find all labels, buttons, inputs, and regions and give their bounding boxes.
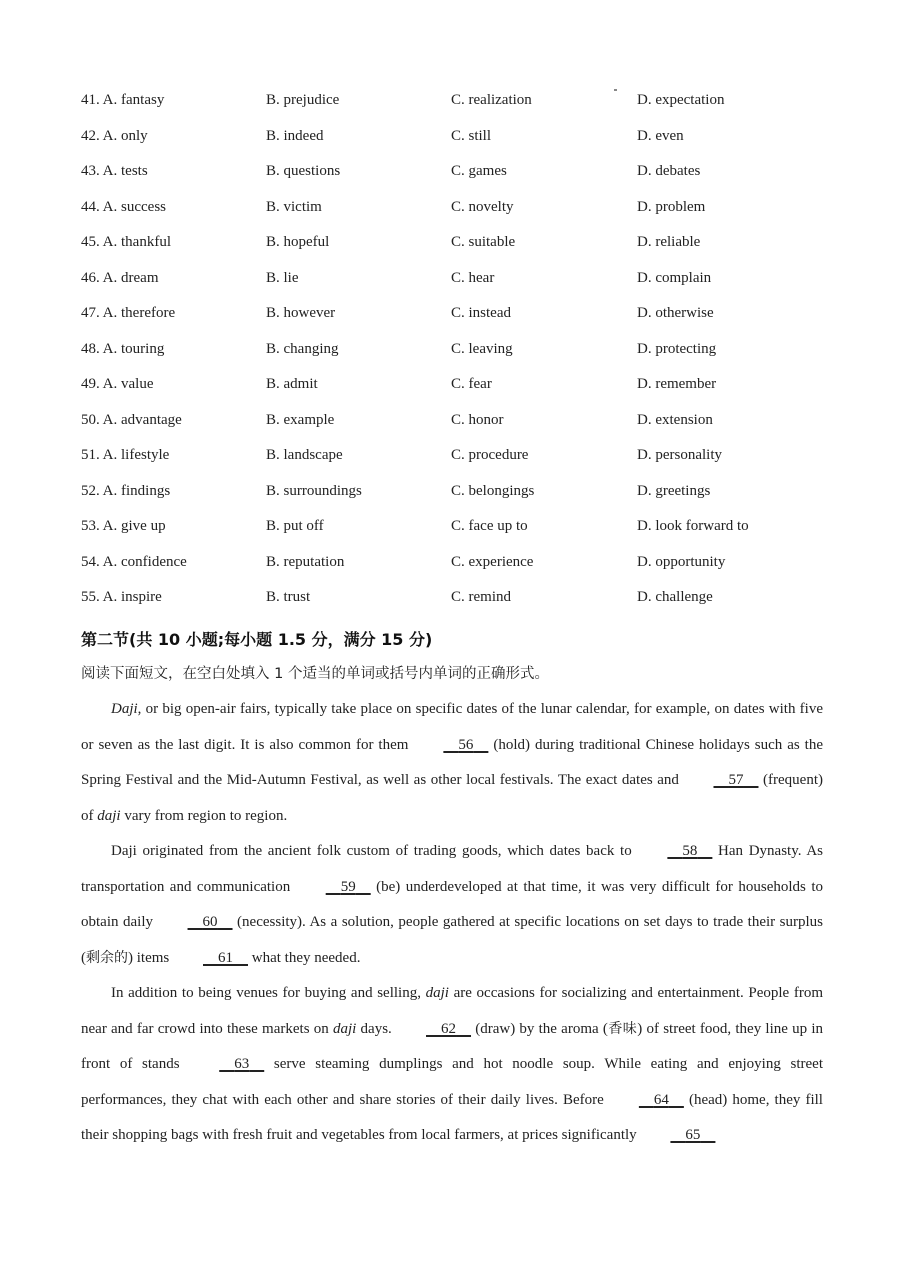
- option-b: B. victim: [266, 198, 322, 215]
- option-row: [81, 554, 841, 590]
- text: (necessity). As a solution, people gathered at specific locations on set days to trade their surplus (: [81, 914, 823, 966]
- paragraph-3: [81, 976, 823, 1154]
- blank-57[interactable]: [683, 763, 758, 799]
- blank-number: 57: [728, 772, 744, 788]
- option-c: C. leaving: [451, 340, 513, 357]
- passage: [81, 692, 823, 1154]
- blank-number: 60: [202, 914, 218, 930]
- blank-58[interactable]: [637, 834, 712, 870]
- option-a: 47. A. therefore: [81, 305, 176, 321]
- option-row: [81, 163, 841, 199]
- option-d: D. greetings: [637, 482, 711, 499]
- blank-60[interactable]: [158, 905, 233, 941]
- option-b: B. prejudice: [266, 92, 340, 108]
- option-a: 54. A. confidence: [81, 553, 187, 570]
- option-b: B. reputation: [266, 553, 345, 570]
- blank-number: 56: [458, 736, 474, 753]
- option-c: C. honor: [451, 411, 504, 428]
- option-d: D. personality: [637, 447, 722, 463]
- option-b: B. questions: [266, 163, 341, 179]
- option-c: C. belongings: [451, 482, 535, 499]
- option-c: C. procedure: [451, 447, 529, 463]
- blank-62[interactable]: [396, 1012, 471, 1048]
- option-b: B. example: [266, 411, 335, 428]
- blank-63[interactable]: [189, 1047, 264, 1083]
- option-d: D. complain: [637, 269, 712, 286]
- blank-number: 62: [441, 1020, 457, 1037]
- term-daji: daji: [425, 985, 449, 1001]
- option-c: C. face up to: [451, 518, 528, 534]
- blank-number: 64: [653, 1091, 669, 1108]
- blank-61[interactable]: [173, 941, 248, 977]
- blank-59[interactable]: [296, 870, 371, 906]
- paragraph-2: [81, 834, 823, 976]
- option-a: 55. A. inspire: [81, 589, 162, 605]
- option-row: [81, 234, 841, 270]
- option-b: B. trust: [266, 589, 311, 605]
- text: (frequent) of: [81, 772, 824, 824]
- option-c: C. realization: [451, 92, 532, 108]
- option-c: C. remind: [451, 589, 511, 605]
- text: , or big open-air fairs, typically take place on specific dates of the lunar calendar, for example, on dates with five or seven as the last digit. It is also common for them: [81, 701, 823, 753]
- option-row: [81, 483, 841, 519]
- blank-number: 63: [234, 1056, 250, 1072]
- text: Daji originated from the ancient folk custom of trading goods, which dates back to: [111, 843, 638, 859]
- option-row: [81, 412, 841, 448]
- option-b: B. however: [266, 305, 336, 321]
- option-a: 52. A. findings: [81, 482, 171, 499]
- option-b: B. admit: [266, 376, 318, 392]
- option-c: C. hear: [451, 269, 495, 286]
- option-d: D. problem: [637, 198, 706, 215]
- term-daji: Daji: [111, 701, 138, 717]
- option-b: B. indeed: [266, 127, 324, 144]
- option-a: 44. A. success: [81, 198, 166, 215]
- option-row: [81, 341, 841, 377]
- stray-mark: [614, 89, 617, 91]
- option-b: B. lie: [266, 269, 299, 286]
- option-d: D. debates: [637, 163, 701, 179]
- text: (hold) during traditional Chinese holidays such as the Spring Festival and the Mid-Autumn Festival, as well as other local festivals. The exact dates and: [81, 736, 823, 788]
- option-row: [81, 518, 841, 554]
- option-d: D. protecting: [637, 340, 717, 357]
- option-a: 46. A. dream: [81, 269, 159, 286]
- option-d: D. extension: [637, 411, 713, 428]
- option-c: C. novelty: [451, 198, 514, 215]
- text: (head) home, they fill their shopping bags with fresh fruit and vegetables from local farmers, at prices significantly: [81, 1091, 823, 1143]
- section-title: 第二节(共 10 小题;每小题 1.5 分，满分 15 分): [81, 630, 433, 649]
- option-row: [81, 199, 841, 235]
- blank-56[interactable]: [413, 728, 488, 764]
- option-row: [81, 447, 841, 483]
- option-c: C. suitable: [451, 234, 516, 250]
- option-d: D. opportunity: [637, 553, 726, 570]
- text: (draw) by the aroma (: [471, 1020, 608, 1037]
- blank-number: 61: [218, 949, 233, 966]
- option-b: B. surroundings: [266, 482, 362, 499]
- blank-number: 65: [685, 1127, 701, 1143]
- text: ) items: [128, 949, 173, 966]
- option-b: B. hopeful: [266, 234, 330, 250]
- option-d: D. remember: [637, 376, 717, 392]
- option-a: 51. A. lifestyle: [81, 447, 170, 463]
- option-row: [81, 589, 841, 625]
- paragraph-1: [81, 692, 823, 834]
- option-row: [81, 270, 841, 306]
- text: ) of street food, they line up in front of stands: [81, 1020, 823, 1072]
- option-row: [81, 305, 841, 341]
- text: vary from region to region.: [120, 807, 288, 824]
- option-b: B. landscape: [266, 447, 343, 463]
- blank-65[interactable]: [640, 1118, 715, 1154]
- option-a: 42. A. only: [81, 127, 148, 144]
- multiple-choice-options: [81, 92, 841, 625]
- option-a: 49. A. value: [81, 376, 154, 392]
- option-a: 45. A. thankful: [81, 234, 171, 250]
- option-c: C. instead: [451, 305, 511, 321]
- option-b: B. changing: [266, 340, 339, 357]
- option-a: 53. A. give up: [81, 518, 166, 534]
- option-row: [81, 376, 841, 412]
- text: are occasions for socializing and entertainment. People from near and far crowd into these markets on: [81, 985, 823, 1037]
- option-a: 50. A. advantage: [81, 411, 182, 428]
- option-d: D. look forward to: [637, 518, 749, 534]
- option-b: B. put off: [266, 518, 324, 534]
- option-d: D. challenge: [637, 589, 713, 605]
- text: days.: [356, 1020, 397, 1037]
- option-d: D. expectation: [637, 92, 725, 108]
- option-row: [81, 128, 841, 164]
- option-row: [81, 92, 841, 128]
- instruction-text: 阅读下面短文，在空白处填入 1 个适当的单词或括号内单词的正确形式。: [81, 666, 549, 682]
- option-a: 43. A. tests: [81, 163, 148, 179]
- text: serve steaming dumplings and hot noodle soup. While eating and enjoying street performances, they chat with each other and share stories of their daily lives. Before: [81, 1056, 824, 1108]
- blank-number: 58: [682, 843, 698, 859]
- text: Han Dynasty. As transportation and communication: [81, 843, 823, 895]
- text: (be) underdeveloped at that time, it was very difficult for households to obtain daily: [81, 878, 823, 930]
- term-daji: daji: [332, 1020, 357, 1037]
- option-a: 48. A. touring: [81, 340, 165, 357]
- text: In addition to being venues for buying and selling,: [111, 985, 426, 1001]
- option-d: D. even: [637, 127, 684, 144]
- option-c: C. fear: [451, 376, 492, 392]
- blank-64[interactable]: [609, 1083, 684, 1119]
- option-c: C. games: [451, 163, 507, 179]
- option-a: 41. A. fantasy: [81, 92, 165, 108]
- blank-number: 59: [340, 878, 356, 895]
- option-c: C. still: [451, 127, 492, 144]
- text: what they needed.: [248, 949, 361, 966]
- term-daji: daji: [97, 807, 121, 824]
- option-d: D. otherwise: [637, 305, 714, 321]
- option-d: D. reliable: [637, 234, 701, 250]
- chinese-gloss: 剩余的: [86, 949, 128, 966]
- option-c: C. experience: [451, 553, 534, 570]
- chinese-gloss: 香味: [607, 1020, 638, 1037]
